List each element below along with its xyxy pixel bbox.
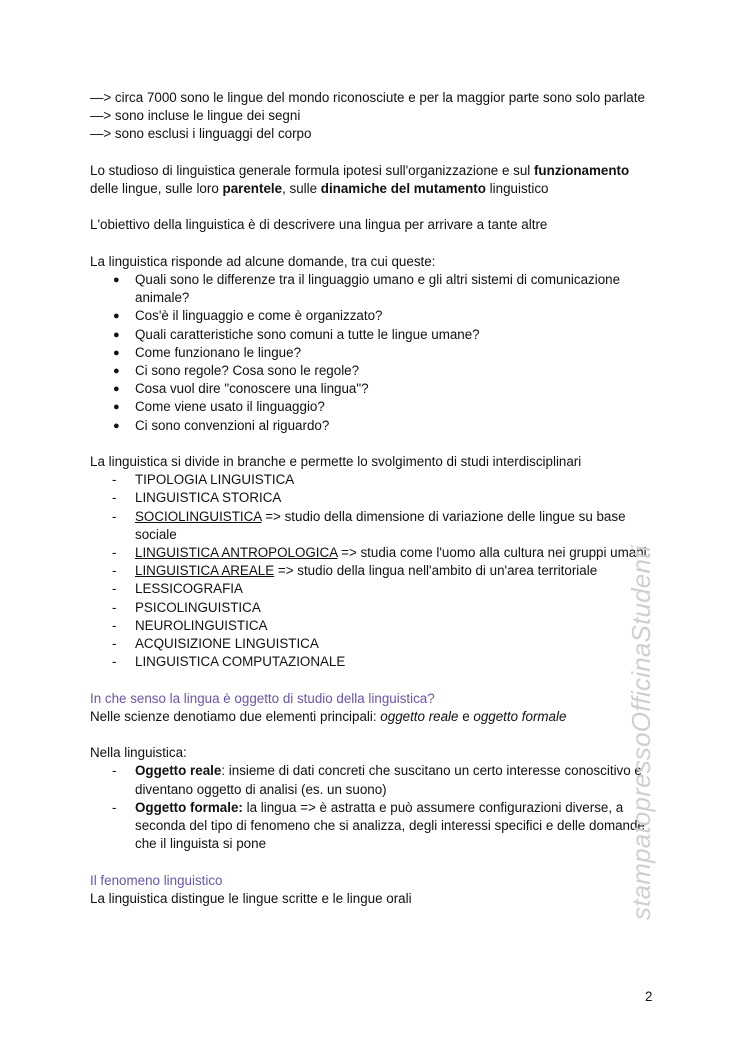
bullet-icon: ● bbox=[113, 401, 120, 414]
branch-name: LINGUISTICA COMPUTAZIONALE bbox=[135, 654, 346, 670]
bullet-icon: ● bbox=[113, 346, 120, 359]
branch-desc: => studia come l'uomo alla cultura nei gruppi umani bbox=[337, 545, 647, 561]
list-item bbox=[90, 398, 650, 416]
oggetto-list bbox=[90, 762, 650, 853]
list-item bbox=[90, 562, 650, 580]
list-item bbox=[90, 380, 650, 398]
list-item bbox=[90, 762, 650, 798]
dash-icon: - bbox=[112, 563, 117, 579]
branch-desc: => studio della lingua nell'ambito di un'area territoriale bbox=[274, 563, 598, 579]
list-item-text: Ci sono regole? Cosa sono le regole? bbox=[135, 363, 360, 378]
text-span: e bbox=[458, 708, 474, 724]
dash-icon: - bbox=[112, 545, 117, 561]
bullet-icon: ● bbox=[113, 310, 120, 323]
paragraph-studioso bbox=[90, 162, 650, 198]
text-span: Lo studioso di linguistica generale formula ipotesi sull'organizzazione e sul bbox=[90, 162, 534, 178]
text-span: , sulle bbox=[282, 181, 321, 196]
paragraph-obiettivo: L'obiettivo della linguistica è di descrivere una lingua per arrivare a tante altre bbox=[90, 217, 548, 233]
term: Oggetto formale: bbox=[135, 799, 243, 815]
section-heading-oggetto: In che senso la lingua è oggetto di studio della linguistica? bbox=[90, 690, 435, 706]
bold-term: funzionamento bbox=[533, 162, 630, 178]
list-item bbox=[90, 489, 650, 507]
text-span: linguistico bbox=[485, 181, 549, 196]
branches-intro: La linguistica si divide in branche e permette lo svolgimento di studi interdisciplinari bbox=[90, 454, 582, 469]
bullet-icon: ● bbox=[113, 328, 120, 341]
branch-name: LINGUISTICA ANTROPOLOGICA bbox=[135, 545, 338, 561]
section-heading-fenomeno: Il fenomeno linguistico bbox=[90, 872, 223, 888]
list-item bbox=[90, 307, 650, 325]
bullet-icon: ● bbox=[113, 419, 120, 432]
text-span: delle lingue, sulle loro bbox=[90, 181, 223, 196]
note-line: —> circa 7000 sono le lingue del mondo riconosciute e per la maggior parte sono solo parlate bbox=[90, 90, 645, 105]
document-page bbox=[90, 89, 650, 908]
list-item bbox=[90, 326, 650, 344]
note-line: —> sono esclusi i linguaggi del corpo bbox=[90, 126, 312, 142]
branch-name: NEUROLINGUISTICA bbox=[135, 617, 268, 633]
branch-desc: => studio della dimensione di variazione delle lingue su base sociale bbox=[135, 508, 626, 542]
list-item bbox=[90, 653, 650, 671]
dash-icon: - bbox=[112, 581, 117, 597]
list-item-text: Come funzionano le lingue? bbox=[135, 344, 302, 360]
dash-icon: - bbox=[112, 490, 117, 506]
bullet-icon: ● bbox=[113, 273, 120, 286]
branch-name: ACQUISIZIONE LINGUISTICA bbox=[135, 636, 319, 652]
list-item bbox=[90, 617, 650, 635]
list-item-text: Quali sono le differenze tra il linguaggio umano e gli altri sistemi di comunicazione animale? bbox=[135, 271, 621, 306]
branch-name: LINGUISTICA AREALE bbox=[135, 563, 275, 579]
dash-icon: - bbox=[112, 799, 117, 815]
paragraph-fenomeno: La linguistica distingue le lingue scritte e le lingue orali bbox=[90, 890, 412, 906]
definition: : insieme di dati concreti che suscitano un certo interesse conoscitivo e diventano oggetto di analisi (es. un suono) bbox=[135, 763, 642, 797]
list-item-text: Quali caratteristiche sono comuni a tutte le lingue umane? bbox=[135, 326, 480, 342]
bullet-icon: ● bbox=[113, 383, 120, 396]
branch-name: PSICOLINGUISTICA bbox=[135, 599, 261, 615]
list-item bbox=[90, 344, 650, 362]
bold-term: dinamiche del mutamento bbox=[320, 181, 486, 196]
list-item bbox=[90, 635, 650, 653]
dash-icon: - bbox=[112, 599, 117, 615]
dash-icon: - bbox=[112, 654, 117, 670]
bullet-icon: ● bbox=[113, 365, 120, 377]
list-item-text: Come viene usato il linguaggio? bbox=[135, 399, 325, 415]
bold-term: parentele bbox=[222, 181, 283, 196]
italic-term: oggetto reale bbox=[380, 708, 459, 724]
definition: la lingua => è astratta e può assumere configurazioni diverse, a seconda del tipo di fenomeno che si analizza, degli interessi specifici e delle domande che il linguista si pone bbox=[135, 799, 645, 852]
list-item bbox=[90, 599, 650, 617]
list-item bbox=[90, 271, 650, 307]
italic-term: oggetto formale bbox=[473, 708, 567, 724]
branch-name: LINGUISTICA STORICA bbox=[135, 490, 282, 506]
questions-intro: La linguistica risponde ad alcune domande, tra cui queste: bbox=[90, 253, 436, 269]
page-number: 2 bbox=[645, 989, 653, 1004]
dash-icon: - bbox=[112, 508, 117, 524]
dash-icon: - bbox=[112, 763, 117, 779]
list-item-text: Ci sono convenzioni al riguardo? bbox=[135, 417, 330, 433]
list-item bbox=[90, 362, 650, 380]
list-item-text: Cos'è il linguaggio e come è organizzato? bbox=[135, 308, 383, 324]
paragraph-scienze bbox=[90, 708, 650, 726]
dash-icon: - bbox=[112, 636, 117, 652]
note-line: —> sono incluse le lingue dei segni bbox=[90, 108, 301, 124]
list-item bbox=[90, 544, 650, 562]
list-item bbox=[90, 471, 650, 489]
intro-notes bbox=[90, 89, 650, 144]
list-item bbox=[90, 799, 650, 854]
list-item-text: Cosa vuol dire "conoscere una lingua"? bbox=[135, 381, 369, 397]
watermark-text: stampatopressoOfficinaStudenti bbox=[626, 545, 656, 920]
dash-icon: - bbox=[112, 472, 117, 488]
branch-name: TIPOLOGIA LINGUISTICA bbox=[135, 472, 295, 488]
branches-list bbox=[90, 471, 650, 671]
questions-list bbox=[90, 271, 650, 435]
list-item bbox=[90, 580, 650, 598]
branch-name: SOCIOLINGUISTICA bbox=[135, 508, 262, 524]
term: Oggetto reale bbox=[135, 763, 222, 779]
nella-linguistica-label: Nella linguistica: bbox=[90, 745, 187, 761]
text-span: Nelle scienze denotiamo due elementi principali: bbox=[90, 708, 381, 724]
branch-name: LESSICOGRAFIA bbox=[135, 581, 243, 597]
list-item bbox=[90, 508, 650, 544]
list-item bbox=[90, 417, 650, 435]
dash-icon: - bbox=[112, 617, 117, 633]
